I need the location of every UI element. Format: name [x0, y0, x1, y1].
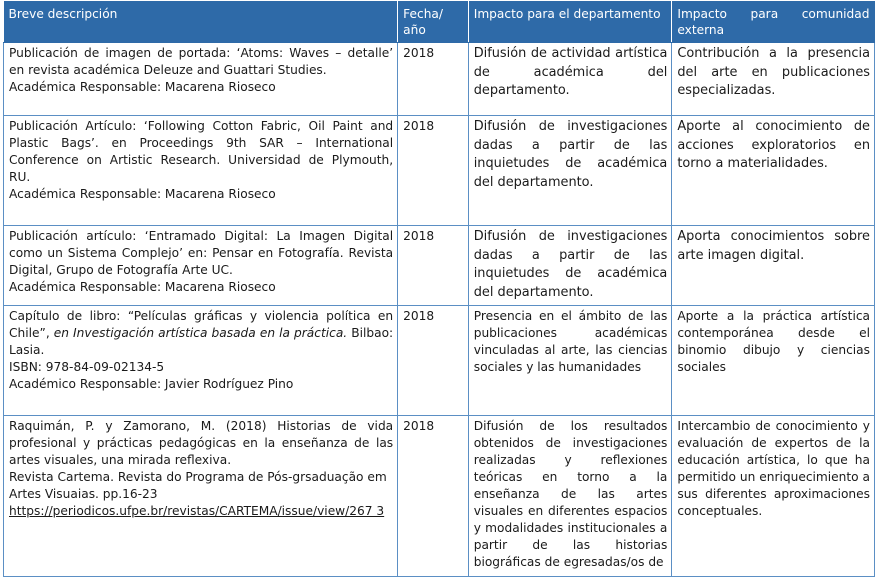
journal-text: Revista Cartema. Revista do Programa de Pós-grsaduação em Artes Visuaias. pp.16-23: [9, 470, 387, 501]
description-text: Publicación Artículo: ‘Following Cotton Fabric, Oil Paint and Plastic Bags’. en Proceedings 9th SAR – International Conference on Artistic Research. Universidad de Plymouth, RU.: [9, 119, 394, 184]
responsible-text: Académica Responsable: Macarena Rioseco: [9, 80, 276, 94]
year-cell: 2018: [398, 116, 469, 226]
header-descripcion: Breve descripción: [4, 1, 398, 43]
table-header-row: [4, 1, 875, 43]
book-title: en Investigación artística basada en la práctica.: [53, 326, 348, 340]
description-text: Publicación artículo: ‘Entramado Digital: La Imagen Digital como un Sistema Complejo’ en: Pensar en Fotografía. Revista Digital, Grupo de Fotografía Arte UC.: [9, 229, 394, 277]
year-cell: 2018: [398, 43, 469, 116]
year-cell: 2018: [398, 306, 469, 416]
isbn-text: ISBN: 978-84-09-02134-5: [9, 360, 165, 374]
description-text: Raquimán, P. y Zamorano, M. (2018) Historias de vida profesional y prácticas pedagógicas en la enseñanza de las artes visuales, una mirada reflexiva.: [9, 419, 394, 467]
impact-external-cell: Aporte al conocimiento de acciones exploratorios en torno a materialidades.: [672, 116, 875, 226]
impact-external-cell: Intercambio de conocimiento y evaluación de expertos de la educación artística, lo que ha permitido un enriquecimiento a sus diferentes aproximaciones conceptuales.: [672, 416, 875, 577]
impact-external-cell: Aporte a la práctica artística contemporánea desde el binomio dibujo y ciencias sociales: [672, 306, 875, 416]
table-row: [4, 116, 875, 226]
chapter-title: Capítulo de libro: “Películas gráficas y violencia política en Chile”,: [9, 309, 394, 340]
impact-external-cell: Aporta conocimientos sobre arte imagen digital.: [672, 226, 875, 306]
year-cell: 2018: [398, 416, 469, 577]
impact-department-cell: Difusión de actividad artística de académica del departamento.: [468, 43, 672, 116]
impact-department-cell: Presencia en el ámbito de las publicaciones académicas vinculadas al arte, las ciencias sociales y las humanidades: [468, 306, 672, 416]
description-cell: [4, 226, 398, 306]
description-text: [9, 308, 393, 359]
description-cell: [4, 116, 398, 226]
header-fecha: Fecha/ año: [398, 1, 469, 43]
impact-department-cell: Difusión de los resultados obtenidos de investigaciones realizadas y reflexiones teóricas en torno a la enseñanza de las artes visuales en diferentes espacios y modalidades institucionales a partir de las historias biográficas de egresadas/os de: [468, 416, 672, 577]
year-cell: 2018: [398, 226, 469, 306]
table-row: [4, 306, 875, 416]
publisher-text: Bilbao: Lasia.: [9, 326, 394, 357]
impact-department-cell: Difusión de investigaciones dadas a partir de las inquietudes de académica del departamento.: [468, 226, 672, 306]
header-impacto-externa: Impacto para comunidad externa: [672, 1, 875, 43]
description-text: Publicación de imagen de portada: ‘Atoms: Waves – detalle’ en revista académica Deleuze and Guattari Studies.: [9, 46, 394, 77]
responsible-text: Académica Responsable: Macarena Rioseco: [9, 187, 276, 201]
impact-external-cell: Contribución a la presencia del arte en publicaciones especializadas.: [672, 43, 875, 116]
journal-link[interactable]: https://periodicos.ufpe.br/revistas/CARTEMA/issue/view/267 3: [9, 504, 385, 518]
impact-department-cell: Difusión de investigaciones dadas a partir de las inquietudes de académica del departamento.: [468, 116, 672, 226]
header-impacto-departamento: Impacto para el departamento: [468, 1, 672, 43]
table-row: [4, 43, 875, 116]
publications-table: [3, 1, 875, 577]
description-cell: [4, 306, 398, 416]
table-row: [4, 416, 875, 577]
table-row: [4, 226, 875, 306]
responsible-text: Académica Responsable: Macarena Rioseco: [9, 280, 276, 294]
responsible-text: Académico Responsable: Javier Rodríguez Pino: [9, 377, 294, 391]
description-cell: [4, 416, 398, 577]
description-cell: [4, 43, 398, 116]
